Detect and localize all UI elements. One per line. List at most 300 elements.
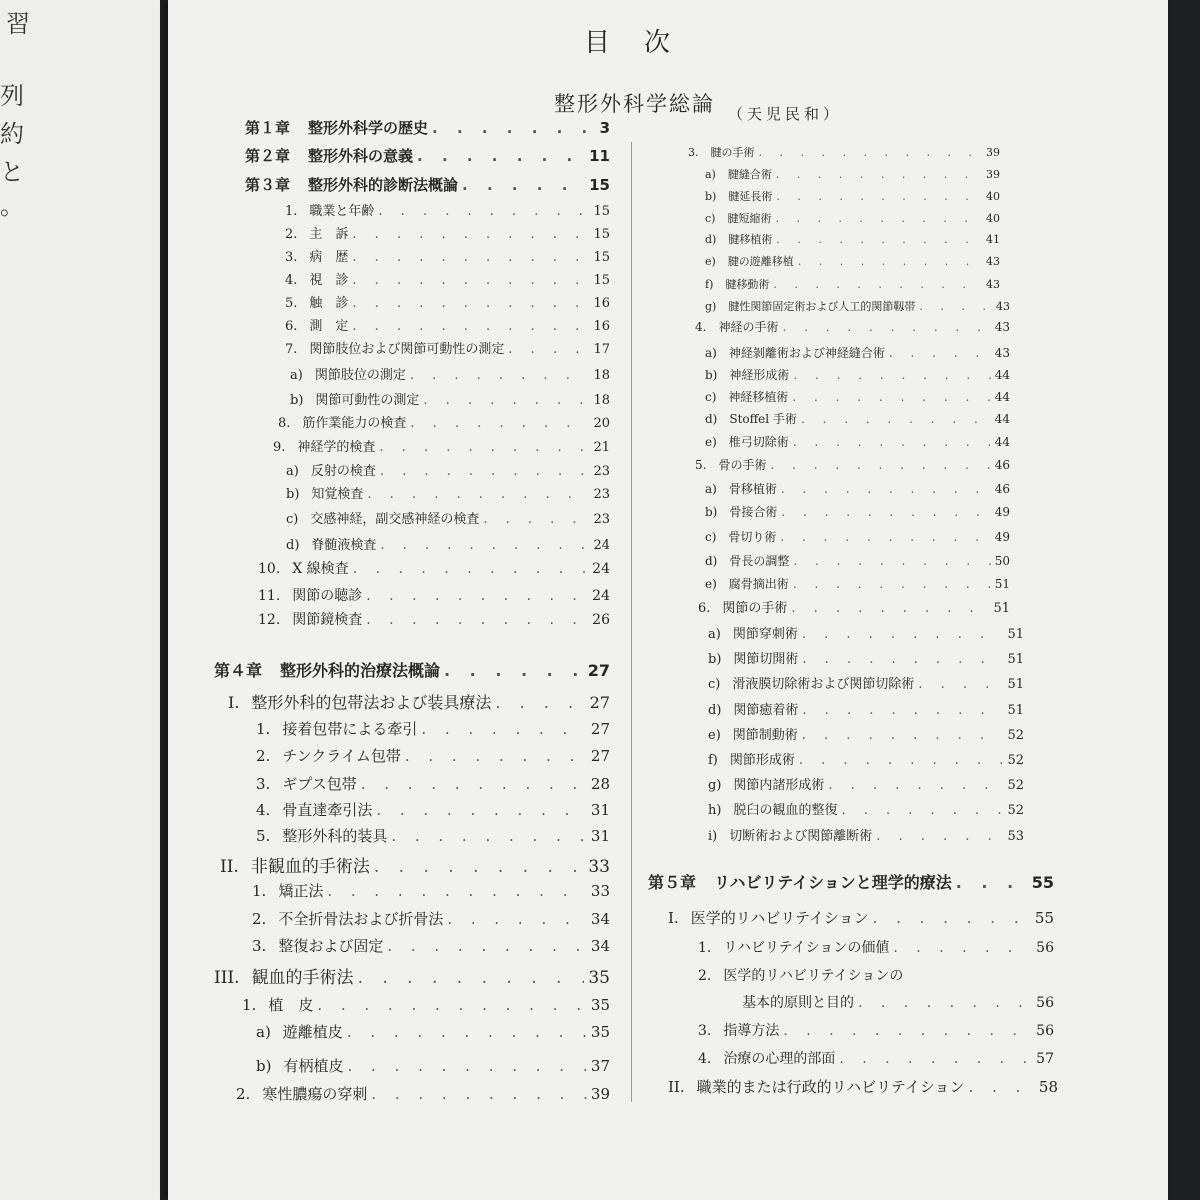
toc-page-number: 28 (590, 775, 610, 793)
toc-entry-number: c) (705, 212, 716, 225)
dot-leader (775, 212, 982, 225)
toc-entry (705, 276, 1000, 292)
toc-chapter-entry (245, 174, 610, 195)
toc-entry-number: b) (256, 1057, 272, 1075)
toc-entry (220, 852, 610, 877)
toc-entry-label: 骨切り術 (728, 530, 777, 544)
toc-page-number: 15 (593, 204, 610, 219)
dot-leader (405, 747, 587, 765)
dot-leader (956, 873, 1028, 892)
toc-entry-number: a) (286, 464, 299, 479)
toc-entry-label: 腱性関節固定術および人工的関節靱帯 (728, 300, 916, 313)
toc-page-number: 52 (1007, 778, 1024, 793)
toc-entry-number: 1. (285, 204, 298, 219)
dot-leader (773, 278, 982, 291)
toc-entry (708, 699, 1024, 718)
toc-entry-number: 2. (252, 910, 267, 928)
toc-entry-label: 視 診 (309, 273, 349, 288)
toc-entry-label: 整形外科的診断法概論 (308, 176, 459, 194)
toc-entry-number: 4. (698, 1051, 712, 1067)
toc-entry (258, 558, 610, 578)
toc-entry-number: 2. (285, 227, 298, 242)
toc-page-number: 18 (593, 368, 610, 383)
toc-entry (258, 585, 610, 605)
toc-page-number: 15 (593, 273, 610, 288)
left-page-edge (0, 0, 160, 1200)
toc-page-number: 27 (590, 720, 610, 738)
toc-entry-label: 腱短縮術 (727, 212, 772, 225)
toc-entry (290, 389, 610, 408)
toc-entry-number: a) (705, 168, 716, 181)
dot-leader (802, 703, 1003, 718)
toc-entry-number: e) (705, 435, 717, 449)
toc-entry-number: III. (214, 968, 240, 988)
toc-page-number: 53 (1007, 829, 1024, 844)
toc-entry-label: 整形外科的包帯法および装具療法 (251, 693, 492, 712)
left-page-char: 習 (6, 10, 30, 38)
toc-entry-number: 4. (256, 801, 271, 819)
toc-page-number: 46 (994, 458, 1010, 472)
toc-entry-label: 不全折骨法および折骨法 (278, 910, 444, 928)
dot-leader (801, 412, 991, 426)
toc-entry (285, 246, 610, 265)
toc-entry-number: 3. (256, 775, 271, 793)
toc-entry-number: i) (708, 829, 718, 844)
toc-page-number: 23 (593, 464, 610, 479)
toc-page-number: 27 (589, 693, 610, 712)
toc-entry-label: 脊髄液検査 (311, 538, 377, 553)
dot-leader (839, 1051, 1032, 1067)
toc-entry (698, 937, 1054, 957)
toc-entry (236, 1083, 610, 1104)
toc-entry-label: 観血的手術法 (251, 968, 354, 988)
toc-entry-number: a) (708, 627, 721, 642)
toc-entry-number: 4. (695, 320, 707, 334)
toc-entry (688, 144, 1000, 160)
toc-entry-label: 治療の心理的部面 (723, 1051, 836, 1067)
toc-page-number: 58 (1038, 1078, 1058, 1096)
toc-entry-label: 腱縫合術 (727, 168, 772, 181)
dot-leader (889, 346, 991, 360)
toc-entry (708, 724, 1024, 743)
toc-entry-label: 神経剝離術および神経縫合術 (728, 346, 885, 360)
dot-leader (780, 530, 990, 544)
toc-entry-number: II. (668, 1078, 685, 1096)
dot-leader (379, 440, 589, 455)
toc-entry-label: 寒性膿瘍の穿刺 (262, 1085, 368, 1103)
toc-page-number: 35 (590, 996, 610, 1014)
toc-entry-label: Stoffel 手術 (729, 412, 797, 426)
dot-leader (366, 588, 588, 604)
dot-leader (352, 319, 589, 334)
dot-leader (378, 204, 589, 219)
toc-entry-label: 非観血的手術法 (250, 857, 370, 877)
toc-entry-label: 職業的または行政的リハビリテイション (696, 1078, 965, 1096)
toc-page-number: 51 (1007, 677, 1024, 692)
dot-leader (893, 940, 1032, 956)
toc-entry-label: 神経形成術 (729, 368, 790, 382)
toc-page-number: 15 (589, 176, 610, 194)
toc-entry-label: ギプス包帯 (282, 775, 357, 793)
toc-entry-number: c) (286, 512, 299, 527)
toc-entry-number: e) (708, 728, 721, 743)
toc-entry (705, 480, 1010, 497)
toc-page-number: 15 (593, 227, 610, 242)
toc-entry-label: 腐骨摘出術 (728, 577, 789, 591)
toc-page-number: 34 (590, 910, 610, 928)
toc-entry (285, 292, 610, 311)
toc-entry-label: 滑液膜切除術および関節切除術 (732, 677, 915, 692)
toc-page-number: 49 (994, 505, 1010, 519)
toc-entry-number: b) (708, 652, 722, 667)
dot-leader (793, 577, 991, 591)
toc-page-number: 43 (986, 278, 1000, 291)
dot-leader (782, 320, 990, 334)
toc-page-number: 55 (1031, 873, 1054, 892)
toc-entry (705, 188, 1000, 204)
toc-entry (290, 364, 610, 383)
toc-entry (705, 298, 1010, 314)
toc-entry-number: c) (705, 530, 717, 544)
toc-entry-number: 第４章 (214, 661, 263, 680)
toc-entry (705, 231, 1000, 247)
toc-entry (668, 907, 1054, 928)
dot-leader (374, 857, 585, 877)
toc-page-number: 37 (590, 1057, 610, 1075)
toc-entry-number: f) (705, 278, 714, 291)
toc-entry-number: h) (708, 803, 722, 818)
toc-entry-number: 3. (285, 250, 298, 265)
toc-entry (698, 1048, 1054, 1068)
toc-entry-number: I. (668, 909, 679, 927)
toc-page-number: 52 (1007, 803, 1024, 818)
toc-entry (285, 269, 610, 288)
toc-entry-number: 10. (258, 561, 281, 577)
author-name: （天児民和） (728, 105, 843, 123)
dot-leader (858, 995, 1032, 1011)
toc-entry-label: 椎弓切除術 (728, 435, 789, 449)
toc-page-number: 43 (986, 255, 1000, 268)
toc-entry (708, 673, 1024, 692)
toc-page-number: 39 (590, 1085, 610, 1103)
toc-entry-label: 病 歴 (309, 250, 349, 265)
dot-leader (391, 827, 587, 845)
toc-page-number: 51 (1007, 627, 1024, 642)
toc-page-number: 35 (590, 1023, 610, 1041)
toc-chapter-entry (214, 658, 610, 681)
toc-entry-number: d) (705, 554, 718, 568)
toc-entry-number: e) (705, 255, 716, 268)
toc-entry (705, 552, 1010, 569)
dot-leader (327, 882, 587, 900)
toc-entry (705, 503, 1010, 520)
toc-entry-label: 神経移植術 (728, 390, 789, 404)
toc-entry (695, 456, 1010, 473)
toc-entry (698, 1020, 1054, 1040)
toc-entry-number: f) (708, 753, 718, 768)
toc-page-number: 3 (599, 119, 610, 137)
toc-entry-label: 関節肢位および関節可動性の測定 (309, 342, 505, 357)
toc-entry-number: 5. (695, 458, 707, 472)
toc-entry (708, 749, 1024, 768)
toc-entry-label: 骨接合術 (729, 505, 778, 519)
toc-entry-number: 5. (285, 296, 298, 311)
toc-page-number: 27 (587, 661, 610, 680)
toc-page-number: 23 (593, 487, 610, 502)
toc-page-number: 24 (592, 561, 610, 577)
toc-page-number: 44 (994, 368, 1010, 382)
toc-entry-label: 医学的リハビリテイション (690, 909, 869, 927)
toc-entry-label: 整形外科的装具 (282, 827, 388, 845)
toc-entry-label: 関節可動性の測定 (315, 393, 420, 408)
dot-leader (483, 512, 589, 527)
toc-page-number: 23 (593, 512, 610, 527)
toc-entry-label: 切断術および関節離断術 (729, 829, 873, 844)
toc-entry (256, 773, 610, 794)
toc-entry-label: 職業と年齢 (309, 204, 375, 219)
toc-entry (705, 253, 1000, 269)
toc-entry-number: d) (705, 412, 718, 426)
dot-leader (462, 176, 585, 194)
toc-entry-label: 関節の聴診 (292, 588, 363, 604)
dot-leader (432, 119, 596, 137)
toc-entry-label: 腱移植術 (728, 233, 773, 246)
toc-page-number: 56 (1036, 995, 1054, 1011)
toc-entry-number: g) (708, 778, 722, 793)
toc-entry-number: a) (290, 368, 303, 383)
toc-entry (228, 690, 610, 713)
dot-leader (759, 146, 983, 159)
dot-leader (508, 342, 589, 357)
dot-leader (347, 1057, 586, 1075)
toc-entry (705, 166, 1000, 182)
toc-entry (285, 315, 610, 334)
toc-entry-number: 1. (698, 940, 712, 956)
dot-leader (798, 255, 982, 268)
toc-entry (705, 210, 1000, 226)
dot-leader (792, 390, 990, 404)
toc-entry-number: 1. (256, 720, 271, 738)
toc-entry (285, 200, 610, 219)
left-page-char: 。 (0, 192, 24, 220)
dot-leader (781, 482, 991, 496)
toc-entry-number: 2. (236, 1085, 251, 1103)
dot-leader (791, 601, 989, 616)
toc-entry-number: 6. (285, 319, 298, 334)
toc-entry-label: 骨長の調整 (729, 554, 790, 568)
toc-page-number: 33 (588, 857, 610, 877)
toc-entry (286, 483, 610, 502)
toc-entry-label: 腱延長術 (728, 190, 773, 203)
toc-page-number: 43 (994, 320, 1010, 334)
toc-entry-label: 遊離植皮 (282, 1023, 343, 1041)
toc-entry-number: 12. (258, 612, 281, 628)
toc-page-number: 26 (592, 612, 610, 628)
toc-chapter-entry (245, 117, 610, 138)
toc-entry-label: X 線検査 (292, 561, 349, 577)
toc-page-number: 31 (590, 801, 610, 819)
dot-leader (873, 909, 1031, 927)
toc-entry (252, 935, 610, 956)
dot-leader (317, 996, 587, 1014)
toc-entry-label: 腱の遊離移植 (727, 255, 794, 268)
toc-entry (708, 799, 1024, 818)
toc-page-number: 46 (994, 482, 1010, 496)
toc-entry-number: 7. (285, 342, 298, 357)
toc-page-number: 44 (994, 412, 1010, 426)
toc-entry-number: b) (286, 487, 300, 502)
toc-entry (705, 388, 1010, 405)
toc-entry-number: 3. (698, 1023, 712, 1039)
toc-entry (258, 609, 610, 629)
toc-entry (705, 575, 1010, 592)
toc-entry-label: 有柄植皮 (283, 1057, 344, 1075)
toc-entry-label: 反射の検査 (310, 464, 376, 479)
dot-leader (802, 728, 1004, 743)
dot-leader (410, 416, 589, 431)
toc-entry (698, 597, 1010, 616)
toc-entry (286, 534, 610, 553)
dot-leader (361, 775, 587, 793)
toc-entry-number: e) (705, 577, 717, 591)
dot-leader (770, 458, 990, 472)
toc-page-number: 44 (994, 435, 1010, 449)
dot-leader (376, 801, 587, 819)
toc-page-number: 56 (1036, 940, 1054, 956)
toc-entry-number: c) (708, 677, 721, 692)
toc-entry (705, 366, 1010, 383)
toc-entry (708, 623, 1024, 642)
toc-entry (668, 1076, 1058, 1097)
dot-leader (781, 505, 990, 519)
dot-leader (387, 937, 587, 955)
toc-page-number: 18 (593, 393, 610, 408)
toc-entry-number: a) (256, 1023, 271, 1041)
toc-entry-label: 筋作業能力の検査 (302, 416, 407, 431)
dot-leader (802, 652, 1003, 667)
toc-entry-label: 主 訴 (309, 227, 349, 242)
toc-entry-label: 関節癒着術 (733, 703, 799, 718)
toc-page-number: 51 (1007, 703, 1024, 718)
dot-leader (380, 464, 590, 479)
dot-leader (417, 147, 585, 165)
toc-entry-number: d) (705, 233, 717, 246)
dot-leader (776, 233, 982, 246)
toc-chapter-entry (648, 870, 1054, 893)
toc-page-number: 31 (590, 827, 610, 845)
toc-entry (256, 799, 610, 820)
dot-leader (802, 627, 1004, 642)
toc-entry (708, 825, 1024, 844)
toc-page-number: 44 (994, 390, 1010, 404)
toc-page-number: 50 (994, 554, 1010, 568)
toc-page-number: 52 (1007, 753, 1024, 768)
dot-leader (919, 300, 992, 313)
toc-entry-label: 測 定 (309, 319, 349, 334)
toc-entry-number: 6. (698, 601, 711, 616)
toc-page-number: 21 (593, 440, 610, 455)
toc-entry-number: 1. (252, 882, 267, 900)
toc-page-number: 24 (593, 538, 610, 553)
section-title: 整形外科学総論 (554, 92, 715, 116)
toc-entry-label: 神経学的検査 (297, 440, 376, 455)
toc-entry-label: 整形外科的治療法概論 (280, 661, 441, 680)
dot-leader (918, 677, 1003, 692)
toc-entry (256, 825, 610, 846)
dot-leader (352, 227, 589, 242)
toc-entry-label: 指導方法 (723, 1023, 780, 1039)
toc-entry-number: 第２章 (245, 147, 291, 165)
toc-page-number: 57 (1036, 1051, 1054, 1067)
toc-entry-number: 第３章 (245, 176, 291, 194)
toc-page-number: 52 (1007, 728, 1024, 743)
toc-page-number: 43 (996, 300, 1010, 313)
toc-page-number: 49 (994, 530, 1010, 544)
toc-page-number: 11 (589, 147, 610, 165)
toc-page-number: 16 (593, 296, 610, 311)
toc-entry-label: 接着包帯による牽引 (282, 720, 418, 738)
toc-entry-label: 骨の手術 (718, 458, 767, 472)
dot-leader (969, 1078, 1035, 1096)
dot-leader (495, 693, 585, 712)
toc-entry-number: c) (705, 390, 717, 404)
toc-entry-label: 触 診 (309, 296, 349, 311)
toc-entry (286, 508, 610, 527)
dot-leader (371, 1085, 587, 1103)
toc-page-number: 27 (590, 747, 610, 765)
left-page-char: 列 (0, 82, 24, 110)
dot-leader (447, 910, 587, 928)
toc-entry (708, 774, 1024, 793)
toc-entry-label: 骨直達牽引法 (282, 801, 373, 819)
toc-entry-label: 医学的リハビリテイションの (723, 968, 904, 984)
toc-entry-number: II. (220, 857, 239, 877)
toc-entry-number: I. (228, 693, 240, 712)
toc-page-number: 51 (993, 601, 1010, 616)
toc-entry-number: a) (705, 482, 717, 496)
toc-entry-label: 関節制動術 (732, 728, 798, 743)
dot-leader (410, 368, 590, 383)
toc-page-number: 24 (592, 588, 610, 604)
toc-entry (256, 1055, 610, 1076)
toc-entry-label: チンクライム包帯 (282, 747, 401, 765)
dot-leader (421, 720, 587, 738)
toc-entry-number: 8. (278, 416, 291, 431)
toc-entry-number: 第５章 (648, 873, 697, 892)
dot-leader (783, 1023, 1032, 1039)
toc-entry (730, 992, 1054, 1012)
toc-page-number: 35 (588, 968, 610, 988)
dot-leader (876, 829, 1003, 844)
toc-entry (698, 965, 1054, 985)
toc-page-number: 51 (1007, 652, 1024, 667)
dot-leader (444, 661, 584, 680)
toc-entry-number: 第１章 (245, 119, 291, 137)
toc-entry-number: 2. (256, 747, 271, 765)
toc-entry (705, 433, 1010, 450)
column-divider (631, 142, 632, 1102)
toc-entry (256, 718, 610, 739)
dot-leader (380, 538, 589, 553)
toc-entry-number: a) (705, 346, 717, 360)
left-page-char: と (0, 158, 24, 186)
toc-page-number: 40 (986, 190, 1000, 203)
toc-entry-number: 3. (252, 937, 267, 955)
book-page (168, 0, 1168, 1200)
toc-entry-label: リハビリテイションと理学的療法 (714, 873, 952, 892)
toc-entry-number: b) (290, 393, 304, 408)
toc-entry (278, 412, 610, 431)
